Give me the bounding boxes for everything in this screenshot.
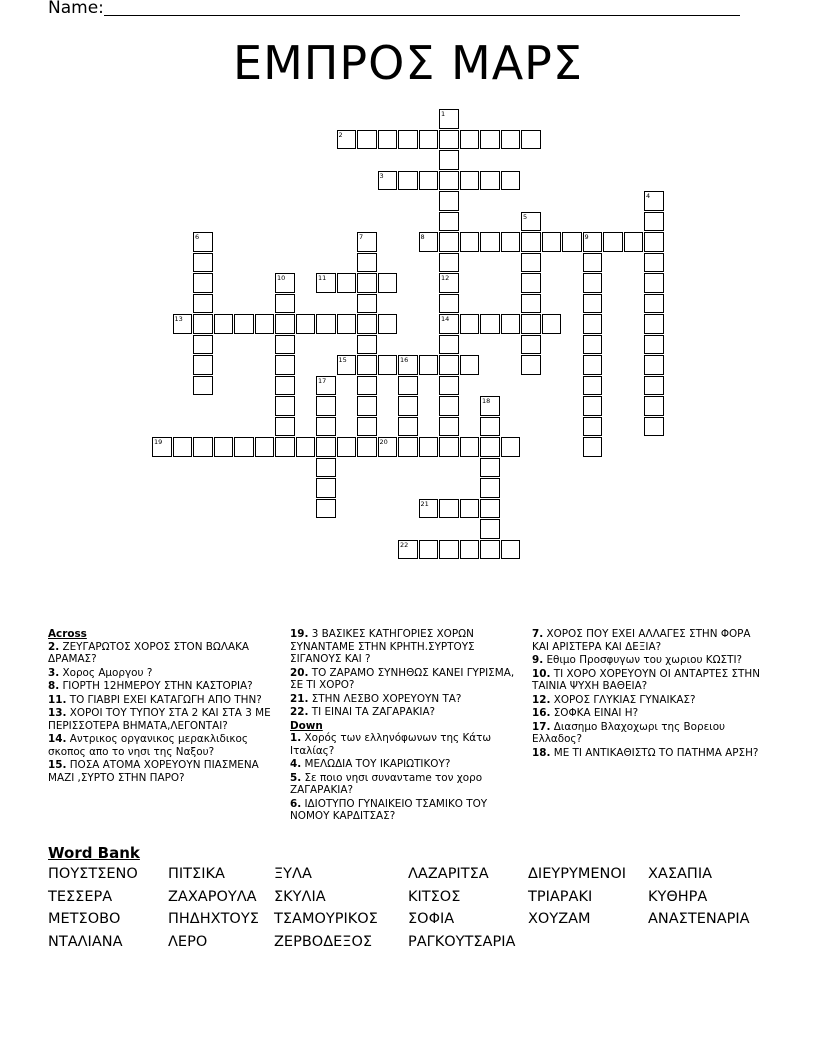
grid-cell[interactable] xyxy=(439,417,459,437)
word-bank-item: ΡΑΓΚΟΥΤΣΑΡΙΑ xyxy=(408,933,516,950)
grid-cell[interactable] xyxy=(255,314,275,334)
down-clue xyxy=(290,758,518,771)
word-bank-item: ΛΑΖΑΡΙΤΣΑ xyxy=(408,866,489,882)
clue-text: ΓΙΟΡΤΗ 12ΗΜΕΡΟΥ ΣΤΗΝ ΚΑΣΤΟΡΙΑ? xyxy=(59,680,253,692)
grid-cell[interactable] xyxy=(419,437,439,457)
word-bank-item: ΧΟΥΖΑΜ xyxy=(528,911,591,927)
down-header: Down xyxy=(290,719,323,732)
grid-cell[interactable] xyxy=(193,232,213,252)
grid-cell[interactable] xyxy=(419,499,439,519)
word-bank-item: ΑΝΑΣΤΕΝΑΡΙΑ xyxy=(648,911,750,927)
clue-number: 11 xyxy=(318,274,327,282)
clue-number: 20 xyxy=(379,438,388,446)
grid-cell[interactable] xyxy=(644,314,664,334)
grid-cell[interactable] xyxy=(583,396,603,416)
grid-cell[interactable] xyxy=(337,355,357,375)
clue-text: 3 ΒΑΣΙΚΕΣ ΚΑΤΗΓΟΡΙΕΣ ΧΟΡΩΝ ΣΥΝΑΝΤΑΜΕ ΣΤΗΝ ΚΡΗΤΗ.ΣΥΡΤΟΥΣ ΣΙΓΑΝΟΥΣ ΚΑΙ ? xyxy=(290,628,475,665)
grid-cell[interactable] xyxy=(583,273,603,293)
grid-cell[interactable] xyxy=(398,417,418,437)
grid-cell[interactable] xyxy=(193,253,213,273)
down-clue xyxy=(532,707,760,720)
grid-cell[interactable] xyxy=(316,499,336,519)
grid-cell[interactable] xyxy=(480,519,500,539)
grid-cell[interactable] xyxy=(521,314,541,334)
clue-number-label: 4. xyxy=(290,758,302,770)
grid-cell[interactable] xyxy=(439,437,459,457)
grid-cell[interactable] xyxy=(193,437,213,457)
grid-cell[interactable] xyxy=(439,376,459,396)
down-clue xyxy=(290,732,518,757)
grid-cell[interactable] xyxy=(480,478,500,498)
grid-cell[interactable] xyxy=(275,273,295,293)
grid-cell[interactable] xyxy=(644,294,664,314)
grid-cell[interactable] xyxy=(521,355,541,375)
grid-cell[interactable] xyxy=(357,294,377,314)
clue-number: 15 xyxy=(338,356,347,364)
clue-number-label: 22. xyxy=(290,706,309,718)
grid-cell[interactable] xyxy=(357,253,377,273)
grid-cell[interactable] xyxy=(357,335,377,355)
grid-cell[interactable] xyxy=(460,437,480,457)
word-bank-item: ΚΙΤΣΟΣ xyxy=(408,888,461,905)
grid-cell[interactable] xyxy=(521,253,541,273)
clue-number-label: 3. xyxy=(48,666,60,679)
grid-cell[interactable] xyxy=(480,130,500,150)
clue-number-label: 1. xyxy=(290,732,302,744)
down-clue xyxy=(290,772,518,797)
clue-number-label: 6. xyxy=(290,797,302,810)
grid-cell[interactable] xyxy=(480,499,500,519)
clue-number: 22 xyxy=(400,540,409,549)
grid-cell[interactable] xyxy=(214,437,234,457)
clue-text: ΖΕΥΓΑΡΩΤΟΣ ΧΟΡΟΣ ΣΤΟΝ ΒΩΛΑΚΑ ΔΡΑΜΑΣ? xyxy=(48,640,249,665)
clue-text: ΠΟΣΑ ΑΤΟΜΑ ΧΟΡΕΥΟΥΝ ΠΙΑΣΜΕΝΑ ΜΑΖΙ ,ΣΥΡΤΟ ΣΤΗΝ ΠΑΡΟ? xyxy=(48,759,259,784)
grid-cell[interactable] xyxy=(275,314,295,334)
grid-cell[interactable] xyxy=(316,417,336,437)
grid-cell[interactable] xyxy=(583,294,603,314)
grid-cell[interactable] xyxy=(398,437,418,457)
grid-cell[interactable] xyxy=(521,294,541,314)
grid-cell[interactable] xyxy=(378,171,398,191)
grid-cell[interactable] xyxy=(521,335,541,355)
clues-column-1 xyxy=(48,628,276,785)
grid-cell[interactable] xyxy=(439,109,459,129)
clue-number-label: 9. xyxy=(532,654,544,666)
clue-number: 6 xyxy=(195,233,200,241)
grid-cell[interactable] xyxy=(357,376,377,396)
clue-text: ΧΟΡΟΙ ΤΟΥ ΤΥΠΟΥ ΣΤΑ 2 ΚΑΙ ΣΤΑ 3 ΜΕ ΠΕΡΙΣΣΟΤΕΡΑ ΒΗΜΑΤΑ,ΛΕΓΟΝΤΑΙ? xyxy=(48,707,271,732)
grid-cell[interactable] xyxy=(501,130,521,150)
word-bank-item: ΚΥΘΗΡΑ xyxy=(648,888,708,905)
word-bank-item: ΛΕΡΟ xyxy=(168,933,208,950)
clue-text: ΧΟΡΟΣ ΠΟΥ ΕΧΕΙ ΑΛΛΑΓΕΣ ΣΤΗΝ ΦΟΡΑ ΚΑΙ ΑΡΙΣΤΕΡΑ ΚΑΙ ΔΕΞΙΑ? xyxy=(532,628,751,653)
grid-cell[interactable] xyxy=(439,335,459,355)
grid-cell[interactable] xyxy=(419,540,439,560)
grid-cell[interactable] xyxy=(193,314,213,334)
grid-cell[interactable] xyxy=(296,437,316,457)
grid-cell[interactable] xyxy=(398,396,418,416)
grid-cell[interactable] xyxy=(583,355,603,375)
grid-cell[interactable] xyxy=(644,355,664,375)
grid-cell[interactable] xyxy=(583,253,603,273)
clue-text: ΜΕ ΤΙ ΑΝΤΙΚΑΘΙΣΤΩ ΤΟ ΠΑΤΗΜΑ ΑΡΣΗ? xyxy=(550,746,759,759)
grid-cell[interactable] xyxy=(480,437,500,457)
grid-cell[interactable] xyxy=(460,355,480,375)
grid-cell[interactable] xyxy=(275,437,295,457)
grid-cell[interactable] xyxy=(480,417,500,437)
word-bank-item: ΤΕΣΣΕΡΑ xyxy=(48,888,113,905)
clue-number: 12 xyxy=(441,274,450,282)
page-title: ΕΜΠΡΟΣ ΜΑΡΣ xyxy=(233,36,583,90)
grid-cell[interactable] xyxy=(398,355,418,375)
grid-cell[interactable] xyxy=(501,171,521,191)
word-bank-item: ΔΙΕΥΡΥΜΕΝΟΙ xyxy=(528,866,627,882)
grid-cell[interactable] xyxy=(173,314,193,334)
clue-number: 1 xyxy=(441,110,446,118)
grid-cell[interactable] xyxy=(337,273,357,293)
clue-text: ΤΙ ΕΙΝΑΙ ΤΑ ΖΑΓΑΡΑΚΙΑ? xyxy=(308,706,436,718)
grid-cell[interactable] xyxy=(583,335,603,355)
grid-cell[interactable] xyxy=(501,437,521,457)
grid-cell[interactable] xyxy=(316,314,336,334)
clue-text: Χορός των ελληνόφωνων της Κάτω Ιταλίας? xyxy=(290,732,492,757)
grid-cell[interactable] xyxy=(275,355,295,375)
down-clue xyxy=(532,654,760,667)
grid-cell[interactable] xyxy=(460,499,480,519)
clue-number: 4 xyxy=(646,192,651,200)
clue-number: 2 xyxy=(338,130,343,139)
clue-text: ΧΟΡΟΣ ΓΛΥΚΙΑΣ ΓΥΝΑΙΚΑΣ? xyxy=(550,693,696,706)
grid-cell[interactable] xyxy=(583,232,603,252)
word-bank-item: ΞΥΛΑ xyxy=(274,866,312,882)
grid-cell[interactable] xyxy=(255,437,275,457)
grid-cell[interactable] xyxy=(439,499,459,519)
word-bank-item: ΠΟΥΣΤΣΕΝΟ xyxy=(48,866,138,882)
grid-cell[interactable] xyxy=(644,253,664,273)
clues-column-2 xyxy=(290,628,518,824)
down-clue xyxy=(532,747,760,760)
word-bank-item: ΖΑΧΑΡΟΥΛΑ xyxy=(168,888,257,905)
across-clue xyxy=(290,667,518,692)
clue-number: 7 xyxy=(359,233,364,241)
grid-cell[interactable] xyxy=(357,437,377,457)
across-clue xyxy=(48,694,276,707)
grid-cell[interactable] xyxy=(583,376,603,396)
clue-text: ΤΟ ΓΙΑΒΡΙ ΕΧΕΙ ΚΑΤΑΓΩΓΗ ΑΠΟ ΤΗΝ? xyxy=(66,693,262,706)
word-bank-item: ΤΡΙΑΡΑΚΙ xyxy=(528,888,593,905)
down-clue xyxy=(532,694,760,707)
grid-cell[interactable] xyxy=(439,540,459,560)
grid-cell[interactable] xyxy=(193,294,213,314)
grid-cell[interactable] xyxy=(398,376,418,396)
grid-cell[interactable] xyxy=(214,314,234,334)
word-bank-item: ΤΣΑΜΟΥΡΙΚΟΣ xyxy=(274,911,378,927)
clue-number: 9 xyxy=(584,233,589,241)
grid-cell[interactable] xyxy=(644,396,664,416)
grid-cell[interactable] xyxy=(357,417,377,437)
grid-cell[interactable] xyxy=(316,458,336,478)
clue-number-label: 2. xyxy=(48,640,60,653)
clue-number-label: 5. xyxy=(290,771,302,784)
grid-cell[interactable] xyxy=(460,540,480,560)
clue-number-label: 15. xyxy=(48,759,67,771)
clue-number-label: 19. xyxy=(290,628,309,640)
grid-cell[interactable] xyxy=(521,232,541,252)
grid-cell[interactable] xyxy=(275,335,295,355)
clue-number: 14 xyxy=(441,315,450,323)
down-clue xyxy=(532,628,760,653)
grid-cell[interactable] xyxy=(460,130,480,150)
grid-cell[interactable] xyxy=(316,396,336,416)
grid-cell[interactable] xyxy=(439,130,459,150)
grid-cell[interactable] xyxy=(357,355,377,375)
clue-number-label: 7. xyxy=(532,628,544,640)
grid-cell[interactable] xyxy=(644,232,664,252)
grid-cell[interactable] xyxy=(193,376,213,396)
grid-cell[interactable] xyxy=(439,314,459,334)
grid-cell[interactable] xyxy=(439,191,459,211)
clue-number: 3 xyxy=(379,171,384,180)
grid-cell[interactable] xyxy=(542,232,562,252)
grid-cell[interactable] xyxy=(460,171,480,191)
clue-number-label: 20. xyxy=(290,666,309,679)
grid-cell[interactable] xyxy=(624,232,644,252)
grid-cell[interactable] xyxy=(378,130,398,150)
grid-cell[interactable] xyxy=(357,130,377,150)
across-header: Across xyxy=(48,628,87,640)
grid-cell[interactable] xyxy=(398,171,418,191)
clue-number-label: 14. xyxy=(48,733,67,745)
grid-cell[interactable] xyxy=(419,130,439,150)
clue-text: ΣΤΗΝ ΛΕΣΒΟ ΧΟΡΕΥΟΥΝ ΤΑ? xyxy=(308,692,462,705)
grid-cell[interactable] xyxy=(542,314,562,334)
clue-text: ΜΕΛΩΔΙΑ ΤΟΥ ΙΚΑΡΙΩΤΙΚΟΥ? xyxy=(301,758,451,770)
grid-cell[interactable] xyxy=(439,294,459,314)
grid-cell[interactable] xyxy=(337,314,357,334)
clue-text: Σε ποιο νησι συναντame τον χορο ΖΑΓΑΡΑΚΙΑ? xyxy=(290,771,483,796)
grid-cell[interactable] xyxy=(480,171,500,191)
grid-cell[interactable] xyxy=(378,314,398,334)
down-clue xyxy=(532,721,760,746)
grid-cell[interactable] xyxy=(644,335,664,355)
grid-cell[interactable] xyxy=(460,232,480,252)
clue-number: 16 xyxy=(400,356,409,364)
grid-cell[interactable] xyxy=(275,417,295,437)
word-bank-item: ΜΕΤΣΟΒΟ xyxy=(48,911,121,927)
grid-cell[interactable] xyxy=(480,232,500,252)
clue-number: 21 xyxy=(420,499,429,508)
grid-cell[interactable] xyxy=(501,314,521,334)
grid-cell[interactable] xyxy=(439,212,459,232)
grid-cell[interactable] xyxy=(439,355,459,375)
across-clue xyxy=(290,706,518,719)
clue-number-label: 21. xyxy=(290,692,309,705)
clue-number: 17 xyxy=(318,376,327,385)
grid-cell[interactable] xyxy=(398,540,418,560)
grid-cell[interactable] xyxy=(357,273,377,293)
grid-cell[interactable] xyxy=(234,437,254,457)
clue-number-label: 8. xyxy=(48,680,60,692)
clue-number-label: 10. xyxy=(532,667,551,680)
grid-cell[interactable] xyxy=(480,314,500,334)
clue-number: 10 xyxy=(277,274,286,282)
clue-text: ΣΟΦΚΑ ΕΙΝΑΙ Η? xyxy=(550,707,639,719)
grid-cell[interactable] xyxy=(439,273,459,293)
word-bank-title: Word Bank xyxy=(48,844,140,862)
grid-cell[interactable] xyxy=(378,355,398,375)
clue-number: 13 xyxy=(174,315,183,323)
grid-cell[interactable] xyxy=(193,335,213,355)
grid-cell[interactable] xyxy=(521,212,541,232)
clue-number: 18 xyxy=(482,397,491,405)
grid-cell[interactable] xyxy=(234,314,254,334)
grid-cell[interactable] xyxy=(439,396,459,416)
grid-cell[interactable] xyxy=(521,130,541,150)
grid-cell[interactable] xyxy=(521,273,541,293)
grid-cell[interactable] xyxy=(316,437,336,457)
grid-cell[interactable] xyxy=(583,314,603,334)
clue-number-label: 18. xyxy=(532,746,551,759)
clue-text: ΤΙ ΧΟΡΟ ΧΟΡΕΥΟΥΝ ΟΙ ΑΝΤΑΡΤΕΣ ΣΤΗΝ ΤΑΙΝΙΑ ΨΥΧΗ ΒΑΘΕΙΑ? xyxy=(532,667,760,692)
name-line: Name: xyxy=(48,0,104,18)
grid-cell[interactable] xyxy=(603,232,623,252)
grid-cell[interactable] xyxy=(480,540,500,560)
clue-number: 5 xyxy=(523,212,528,221)
clue-number-label: 13. xyxy=(48,707,67,719)
word-bank-item: ΖΕΡΒΟΔΕΞΟΣ xyxy=(274,933,373,950)
grid-cell[interactable] xyxy=(357,396,377,416)
grid-cell[interactable] xyxy=(378,437,398,457)
grid-cell[interactable] xyxy=(439,171,459,191)
grid-cell[interactable] xyxy=(562,232,582,252)
clue-text: ΙΔΙΟΤΥΠΟ ΓΥΝΑΙΚΕΙΟ ΤΣΑΜΙΚΟ ΤΟΥ ΝΟΜΟΥ ΚΑΡΔΙΤΣΑΣ? xyxy=(290,797,488,822)
clue-text: Χορος Αμοργου ? xyxy=(59,666,153,679)
clue-number: 8 xyxy=(420,233,425,241)
clue-number: 19 xyxy=(154,438,163,446)
grid-cell[interactable] xyxy=(398,130,418,150)
across-clue xyxy=(48,667,276,680)
word-bank-item: ΠΙΤΣΙΚΑ xyxy=(168,866,225,882)
grid-cell[interactable] xyxy=(644,273,664,293)
clues-column-3 xyxy=(532,628,760,760)
grid-cell[interactable] xyxy=(501,232,521,252)
grid-cell[interactable] xyxy=(419,355,439,375)
grid-cell[interactable] xyxy=(583,437,603,457)
grid-cell[interactable] xyxy=(644,191,664,211)
grid-cell[interactable] xyxy=(316,273,336,293)
clue-text: Διασημο Βλαχοχωρι της Βορειου Ελλαδος? xyxy=(532,720,726,745)
across-clue xyxy=(290,693,518,706)
grid-cell[interactable] xyxy=(644,417,664,437)
grid-cell[interactable] xyxy=(644,212,664,232)
word-bank-item: ΣΚΥΛΙΑ xyxy=(274,888,326,905)
across-clue xyxy=(48,733,276,758)
grid-cell[interactable] xyxy=(316,376,336,396)
grid-cell[interactable] xyxy=(357,232,377,252)
grid-cell[interactable] xyxy=(337,130,357,150)
across-clue xyxy=(48,707,276,732)
word-bank-item: ΧΑΣΑΠΙΑ xyxy=(648,866,713,882)
word-bank-item: ΠΗΔΗΧΤΟΥΣ xyxy=(168,911,259,927)
grid-cell[interactable] xyxy=(501,540,521,560)
clue-text: ΤΟ ΖΑΡΑΜΟ ΣΥΝΗΘΩΣ ΚΑΝΕΙ ΓΥΡΙΣΜΑ, ΣΕ ΤΙ ΧΟΡΟ? xyxy=(290,666,515,691)
grid-cell[interactable] xyxy=(296,314,316,334)
grid-cell[interactable] xyxy=(337,437,357,457)
grid-cell[interactable] xyxy=(173,437,193,457)
grid-cell[interactable] xyxy=(460,314,480,334)
grid-cell[interactable] xyxy=(439,232,459,252)
word-bank-item: ΝΤΑΛΙΑΝΑ xyxy=(48,933,123,950)
grid-cell[interactable] xyxy=(378,273,398,293)
grid-cell[interactable] xyxy=(480,396,500,416)
down-clue xyxy=(290,798,518,823)
grid-cell[interactable] xyxy=(316,478,336,498)
clue-text: Εθιμο Προσφυγων του χωριου ΚΩΣΤΙ? xyxy=(543,654,743,666)
clue-number-label: 12. xyxy=(532,693,551,706)
clue-number-label: 11. xyxy=(48,693,67,706)
grid-cell[interactable] xyxy=(439,150,459,170)
grid-cell[interactable] xyxy=(152,437,172,457)
across-clue xyxy=(290,628,518,666)
word-bank-item: ΣΟΦΙΑ xyxy=(408,911,455,927)
grid-cell[interactable] xyxy=(275,396,295,416)
across-clue xyxy=(48,680,276,693)
grid-cell[interactable] xyxy=(439,253,459,273)
clue-number-label: 17. xyxy=(532,720,551,733)
grid-cell[interactable] xyxy=(480,458,500,478)
grid-cell[interactable] xyxy=(193,355,213,375)
down-clue xyxy=(532,668,760,693)
grid-cell[interactable] xyxy=(644,376,664,396)
across-clue xyxy=(48,641,276,666)
grid-cell[interactable] xyxy=(275,376,295,396)
clue-text: Αντρικος οργανικος μερακλιδικος σκοπος απο το νησι της Ναξου? xyxy=(48,733,248,758)
grid-cell[interactable] xyxy=(419,171,439,191)
grid-cell[interactable] xyxy=(419,232,439,252)
across-clue xyxy=(48,759,276,784)
clue-number-label: 16. xyxy=(532,707,551,719)
grid-cell[interactable] xyxy=(275,294,295,314)
grid-cell[interactable] xyxy=(357,314,377,334)
grid-cell[interactable] xyxy=(193,273,213,293)
grid-cell[interactable] xyxy=(583,417,603,437)
